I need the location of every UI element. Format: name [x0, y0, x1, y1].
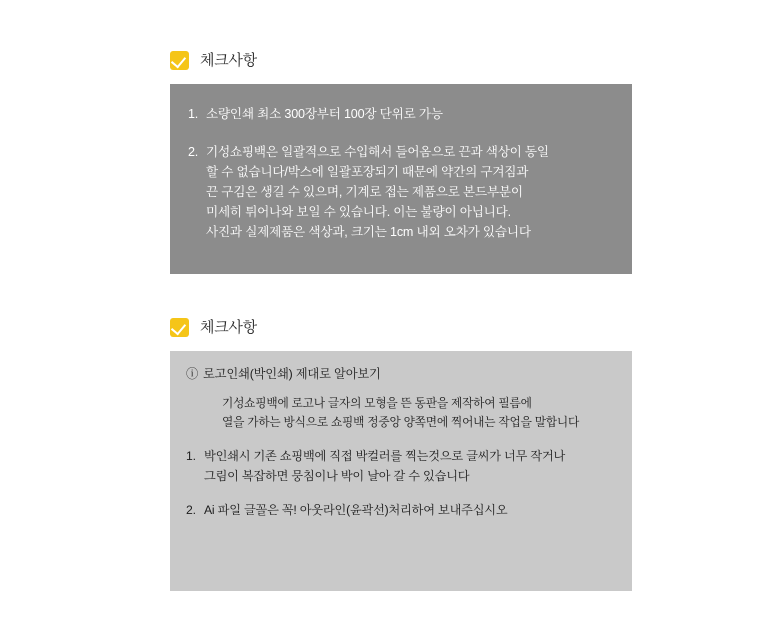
- section-2-notice-box: [170, 351, 632, 591]
- list-item-body: [204, 446, 616, 486]
- info-circle-icon: ⓘ: [186, 367, 199, 381]
- check-icon: [170, 51, 189, 70]
- list-item-line: 기성쇼핑백은 일괄적으로 수입해서 들어옴으로 끈과 색상이 동일: [206, 145, 549, 159]
- list-item-number: 1.: [188, 107, 199, 121]
- list-item-line: 사진과 실제제품은 색상과, 크기는 1cm 내외 오차가 있습니다: [206, 225, 531, 239]
- section-1-heading: 체크사항: [200, 51, 257, 69]
- list-item-line: Ai 파일 글꼴은 꼭! 아웃라인(윤곽선)처리하여 보내주십시오: [204, 503, 508, 517]
- section-2-heading-row: [170, 315, 769, 339]
- description-block: [222, 394, 616, 432]
- list-item-line: 소량인쇄 최소 300장부터 100장 단위로 가능: [206, 107, 443, 121]
- check-section-1: [0, 48, 769, 274]
- section-2-heading: 체크사항: [200, 318, 257, 336]
- list-item-line: 그림이 복잡하면 뭉침이나 박이 날아 갈 수 있습니다: [204, 469, 470, 483]
- description-line: 기성쇼핑백에 로고나 글자의 모형을 뜬 동판을 제작하여 필름에: [222, 397, 532, 410]
- list-item-body: [204, 500, 616, 520]
- list-item-body: [206, 142, 614, 242]
- list-item-number: 1.: [186, 449, 196, 463]
- list-item-number: 2.: [188, 145, 199, 159]
- description-line: 열을 가하는 방식으로 쇼핑백 정중앙 양쪽면에 찍어내는 작업을 말합니다: [222, 416, 580, 429]
- list-item: [186, 446, 616, 486]
- list-item: [186, 500, 616, 520]
- check-icon: [170, 318, 189, 337]
- circle-title-row: [186, 365, 616, 384]
- list-item-line: 할 수 없습니다/박스에 일괄포장되기 때문에 약간의 구겨짐과: [206, 165, 529, 179]
- section-1-heading-row: [170, 48, 769, 72]
- list-item-body: [206, 104, 614, 124]
- list-item-line: 끈 구김은 생길 수 있으며, 기계로 접는 제품으로 본드부분이: [206, 185, 523, 199]
- list-item-line: 미세히 튀어나와 보일 수 있습니다. 이는 불량이 아닙니다.: [206, 205, 511, 219]
- list-item: [188, 104, 614, 124]
- list-item-line: 박인쇄시 기존 쇼핑백에 직접 박컬러를 찍는것으로 글씨가 너무 작거나: [204, 449, 566, 463]
- list-item: [188, 142, 614, 242]
- circle-title-text: 로고인쇄(박인쇄) 제대로 알아보기: [203, 367, 381, 381]
- section-1-notice-box: [170, 84, 632, 274]
- list-item-number: 2.: [186, 503, 196, 517]
- check-section-2: [0, 315, 769, 591]
